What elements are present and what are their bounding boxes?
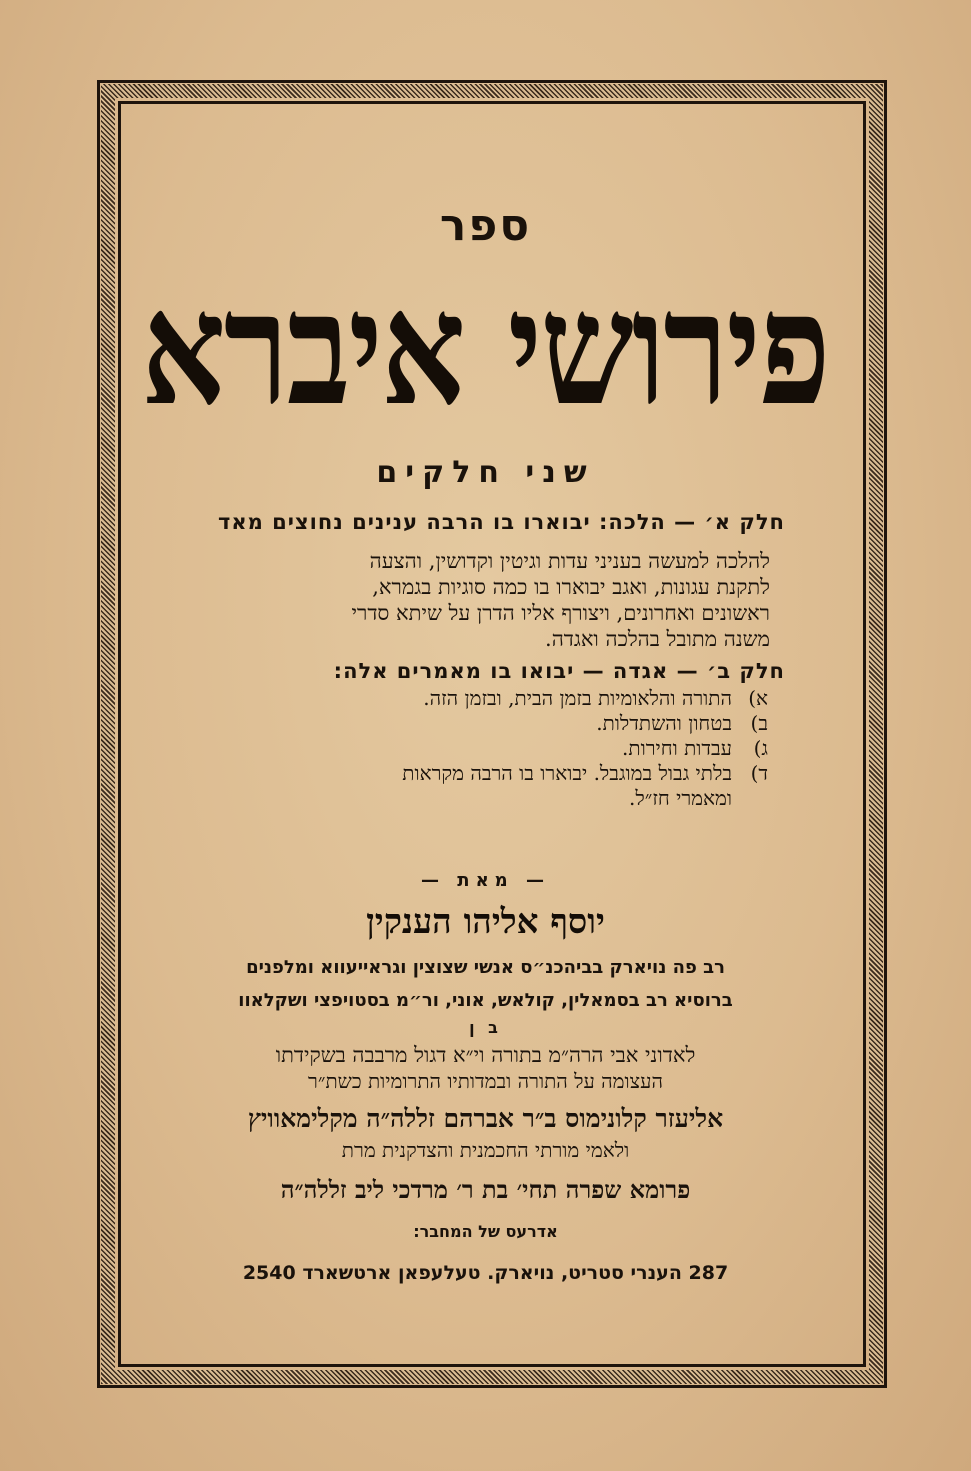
part-a-heading: חלק א׳ — הלכה: יבוארו בו הרבה ענינים נחוצים מאד [217,510,785,534]
part-b-section [180,659,785,683]
address-label: אדרעס של המחבר: [413,1222,558,1241]
author-position-line: ברוסיא רב בסמאלין, קולאש, אוני, ור״מ בסטויפצי ושקלאוו [238,990,733,1011]
list-item-text: בלתי גבול במוגבל. יבוארו בו הרבה מקראות [402,761,732,785]
father-description-line: לאדוני אבי הרה״מ בתורה וי״א דגול מרבבה בשקידתו [275,1043,696,1067]
part-b-heading: חלק ב׳ — אגדה — יבואו בו מאמרים אלה: [333,659,785,683]
list-item-spacer [732,786,768,811]
list-item-text: התורה והלאומיות בזמן הבית, ובזמן הזה. [423,686,732,710]
father-description-line: העצומה על התורה ובמדותיו התרומיות כשת״ר [308,1069,663,1093]
author-name: יוסף אליהו הענקין [366,902,605,942]
sefer-label: ספר [439,200,532,251]
list-item-letter: ג) [753,736,768,760]
book-subtitle: שני חלקים [376,455,595,490]
list-item-continuation: ומאמרי חז״ל. [629,786,732,810]
mother-intro: ולאמי מורתי החכמנית והצדקנית מרת [341,1138,630,1162]
from-label: — מאת — [421,870,550,891]
part-a-line: להלכה למעשה בעניני עדות וגיטין וקדושין, והצעה [369,549,770,573]
part-a-section [180,510,785,534]
author-position-line: רב פה נויארק בביהכנ״ס אנשי שצוצין וגראייעווא ומלפנים [246,957,725,978]
book-title: פירושי איברא [141,257,829,441]
father-name: אליעזר קלונימוס ב״ר אברהם זללה״ה מקלימאוויץ [247,1104,724,1133]
list-item-text: בטחון והשתדלות. [596,711,732,735]
list-item-letter: ד) [750,761,768,785]
list-item [180,761,768,786]
list-item [180,711,768,736]
list-item [180,736,768,761]
list-item-letter: ב) [750,711,768,735]
part-a-line: ראשונים ואחרונים, ויצורף אליו הדרן על שיתא סדרי [351,601,770,625]
son-of-label: ב ן [469,1018,502,1037]
list-item [180,686,768,711]
list-item-letter: א) [748,686,768,710]
list-item-continuation-row [180,786,768,811]
part-a-line: לתקנת עגונות, ואגב יבוארו בו כמה סוגיות בגמרא, [372,575,770,599]
part-a-description [180,548,770,652]
list-item-text: עבדות וחירות. [622,736,732,760]
part-b-list [180,686,768,811]
address-line: 287 הענרי סטריט, נויארק. טעלעפאן ארטשארד 2540 [242,1262,729,1284]
part-a-line: משנה מתובל בהלכה ואגדה. [545,627,770,651]
mother-name: פרומא שפרה תחי׳ בת ר׳ מרדכי ליב זללה״ה [280,1175,691,1204]
